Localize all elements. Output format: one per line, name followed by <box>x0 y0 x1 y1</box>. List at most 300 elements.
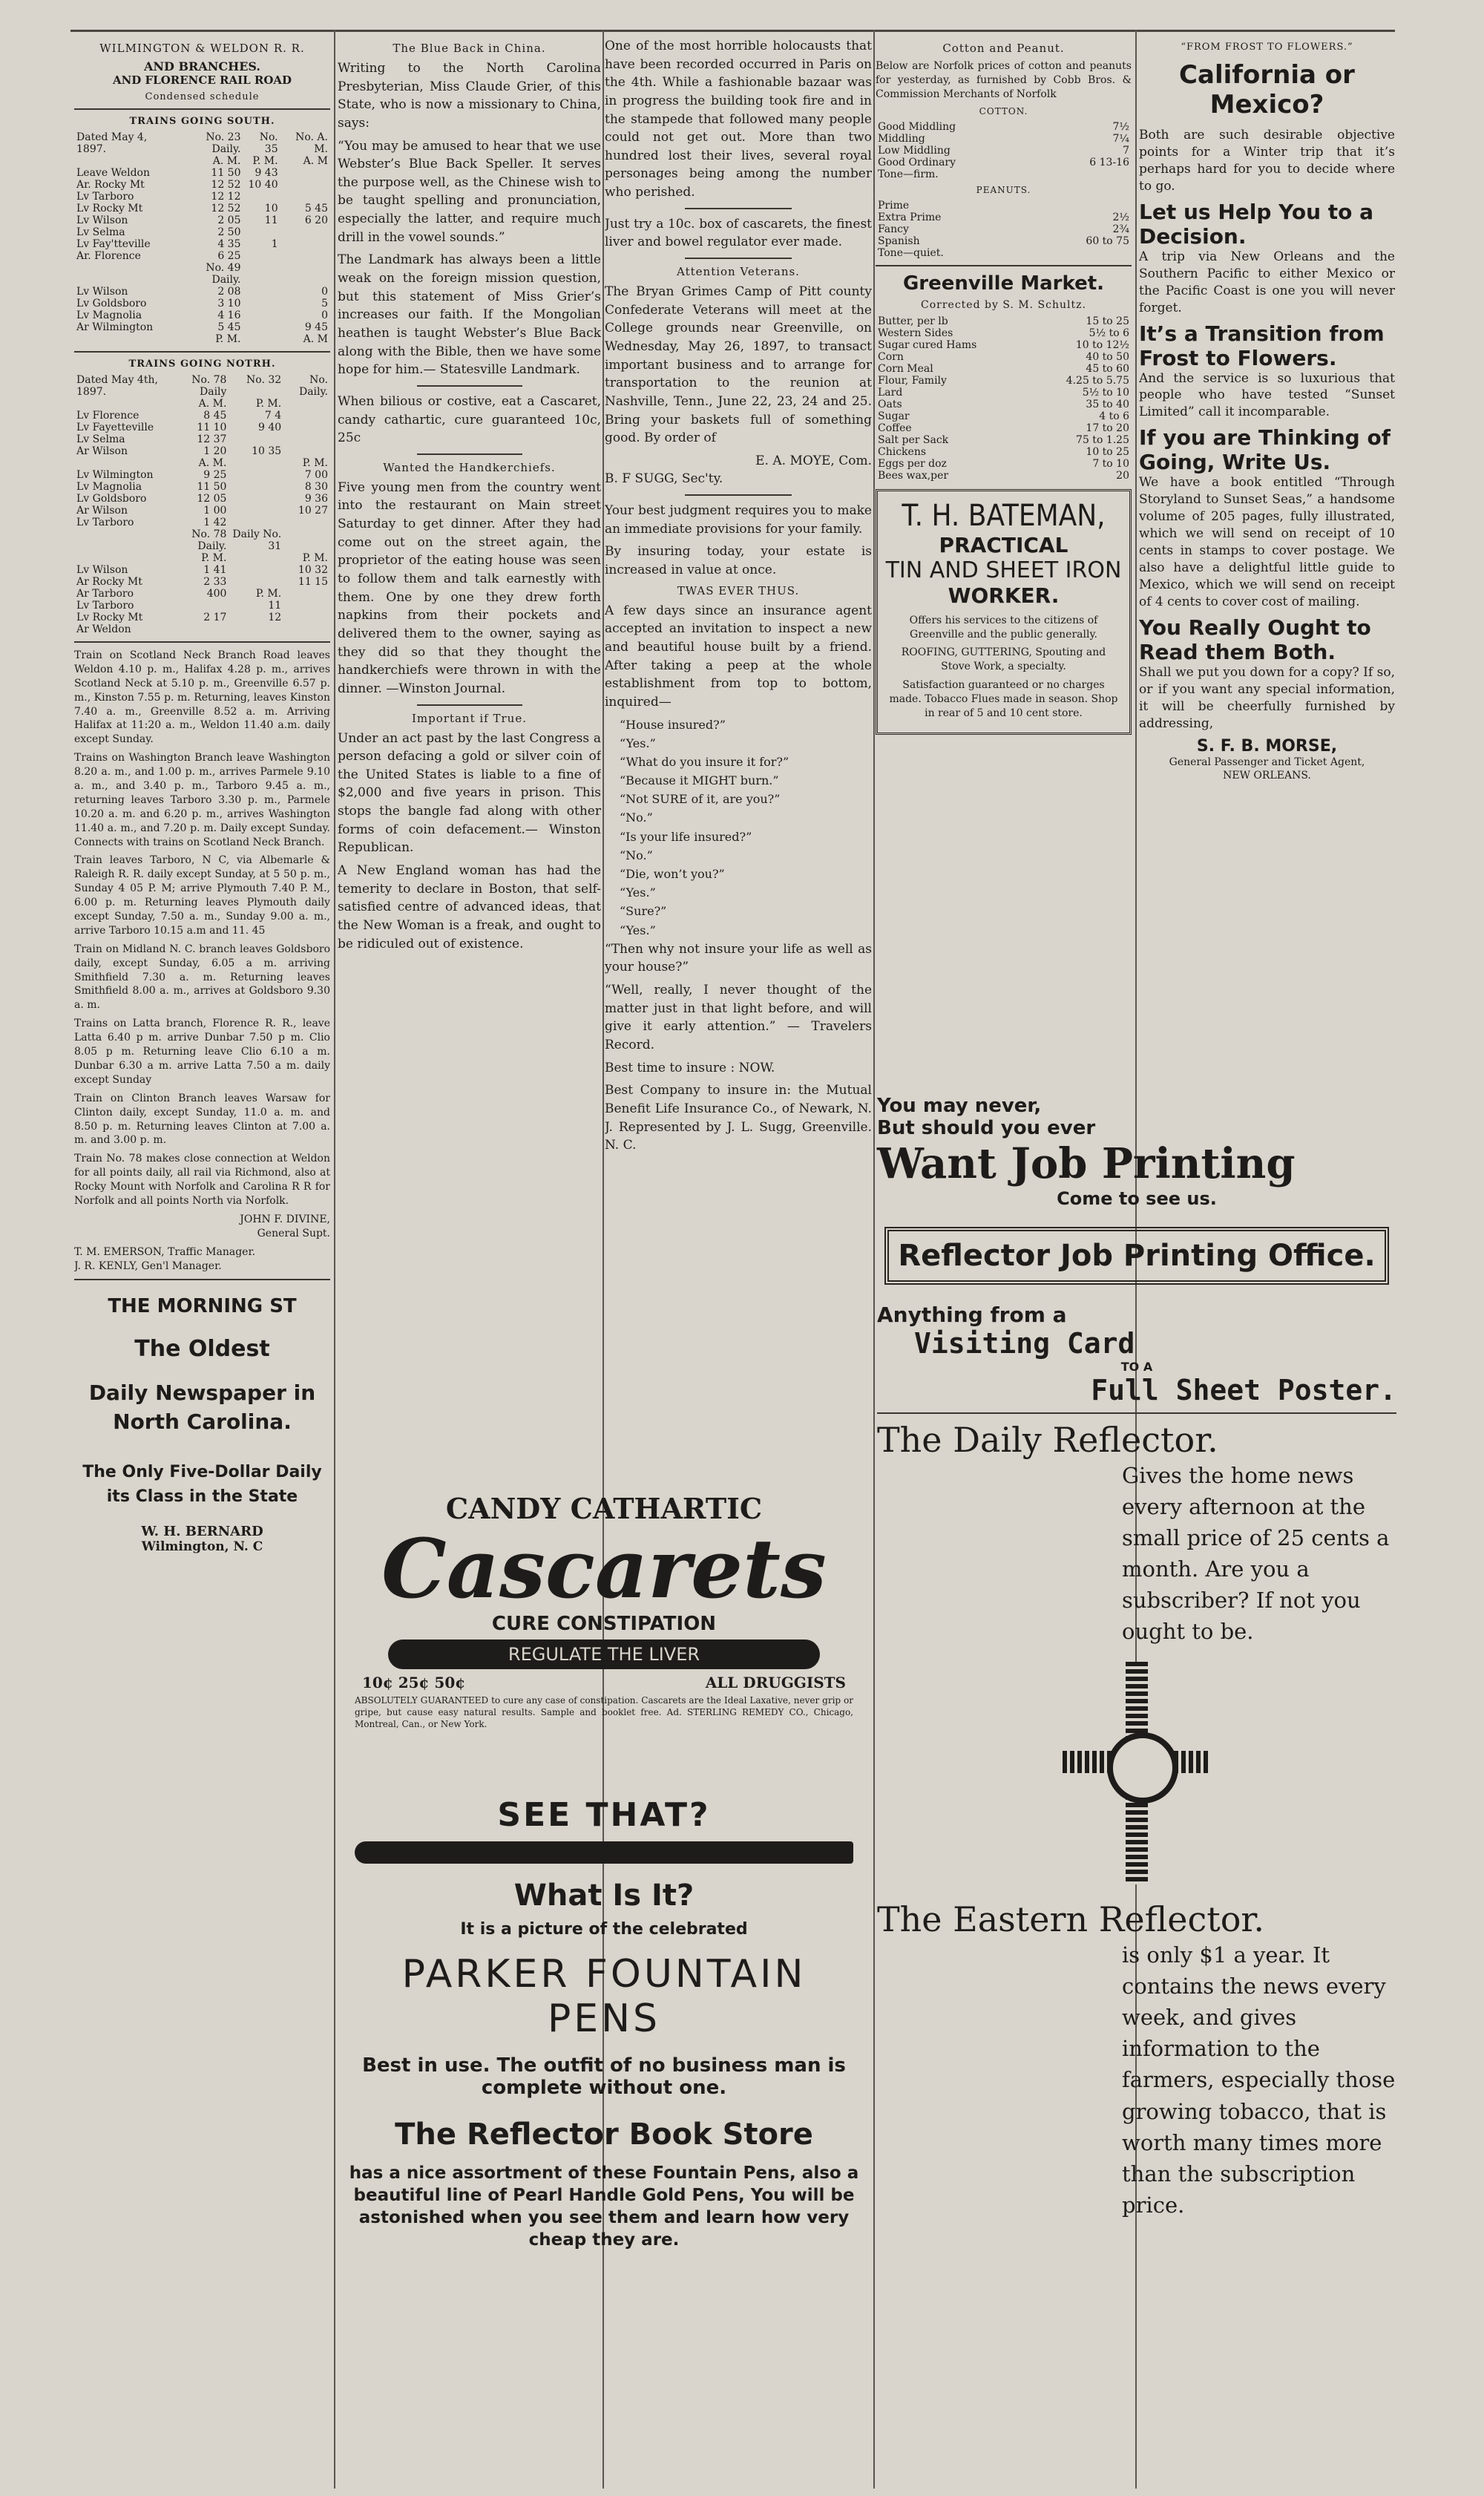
article-text: The Landmark has always been a little weak on the foreign mission question, but this statement of Miss Grier’s increases our faith. If the Mongolian heathen is taught Webster’s Blue Back along with the Bible, then we have some hope for him.— Statesville Landmark. <box>338 252 601 378</box>
cascarets-cure: CURE CONSTIPATION <box>491 1613 717 1635</box>
north-row-cell: 12 37 <box>197 433 227 445</box>
south-row-cell: Ar Wilmington <box>76 321 154 333</box>
job-poster: Full Sheet Poster. <box>1091 1374 1396 1406</box>
sp-sig-title: General Passenger and Ticket Agent, <box>1169 756 1365 768</box>
north-row-cell: 9 40 <box>258 422 282 433</box>
dialog-line: “House insured?” <box>620 717 726 732</box>
cotton-row-cell <box>1042 168 1132 180</box>
north-row-cell: 1 41 <box>203 564 227 576</box>
north-row-cell <box>283 410 330 422</box>
peanut-row <box>876 212 1132 223</box>
north-row-cell <box>229 481 283 493</box>
article-text: “Well, really, I never thought of the matter just in that light before, and will give it early attention.” — Travelers Record. <box>605 983 872 1052</box>
dialog-line: “What do you insure it for?” <box>620 754 789 769</box>
south-row-cell: 12 12 <box>211 191 241 203</box>
cascaret-blurb: When bilious or costive, eat a Cascaret, candy cathartic, cure guaranteed 10c, 25c <box>338 393 601 446</box>
book-store-text: has a nice assortment of these Fountain Pens, also a beautiful line of Pearl Handle Gold Pens, You will be astonished when you see them and learn how very cheap they are. <box>349 2163 859 2250</box>
column-railroad <box>74 37 330 2481</box>
market-row-cell: 45 to 60 <box>1086 362 1129 375</box>
market-row <box>876 470 1132 482</box>
peanut-row-cell: 2½ <box>1112 211 1129 223</box>
north-row-cell: P. M. <box>302 552 328 564</box>
headline-blue-back: The Blue Back in China. <box>393 42 546 55</box>
north-row-cell: 2 17 <box>203 612 227 623</box>
south-row-cell <box>280 250 330 262</box>
north-row-cell: Ar Wilson <box>76 505 128 517</box>
south-row <box>74 333 330 345</box>
south-row-cell: Ar. Florence <box>76 250 141 262</box>
market-row-cell: 15 to 25 <box>1086 315 1129 327</box>
south-row-cell <box>243 309 280 321</box>
market-row-cell: Sugar <box>878 410 910 422</box>
south-row-cell <box>280 179 330 191</box>
bateman-tin: TIN AND SHEET IRON <box>885 557 1122 583</box>
south-row-cell: Lv Wilson <box>76 286 128 298</box>
dialog-line: “Sure?” <box>620 904 667 919</box>
cotton-row-cell: 6 13-16 <box>1089 156 1129 168</box>
north-row-cell: 8 45 <box>203 410 227 422</box>
north-row-cell: 11 15 <box>298 576 328 588</box>
job-visiting: Visiting Card <box>914 1327 1135 1360</box>
dialog-line: “Because it MIGHT burn.” <box>620 773 779 788</box>
rr-note: Train on Midland N. C. branch leaves Goldsboro daily, except Sunday, 6.05 a m. arriving Smithfield 7.30 a. m. Returning leaves Smithfield 8.00 a. m., arrives at Goldsboro 9.30 a. m. <box>74 943 330 1012</box>
peanut-table <box>876 200 1132 259</box>
north-row <box>74 623 330 635</box>
market-row-cell: Western Sides <box>878 327 953 339</box>
article-text: A New England woman has had the temerity to declare in Boston, that self-satisfied centre of advanced ideas, that the New Woman is a freak, and ought to be ridiculed out of existence. <box>338 862 601 951</box>
north-row-cell <box>229 457 283 469</box>
market-row <box>876 351 1132 363</box>
market-row-cell: Butter, per lb <box>878 315 948 327</box>
north-row <box>74 517 330 528</box>
article-paris: One of the most horrible holocausts that have been recorded occurred in Paris on the 4th. While a fashionable bazaar was in progress the building took fire and in the stampede that followed many people could not get out. More than two hundred lost their lives, several royal personages being among the number who perished. <box>605 39 872 200</box>
column-southern-pacific-ad <box>1139 37 1395 1086</box>
daily-reflector-title: The Daily Reflector. <box>877 1420 1218 1460</box>
north-row <box>74 457 330 469</box>
market-row-cell: 17 to 20 <box>1086 422 1129 434</box>
north-row-cell: 11 50 <box>197 481 227 493</box>
sp-top: “FROM FROST TO FLOWERS.” <box>1181 42 1353 53</box>
job-come: Come to see us. <box>1057 1188 1217 1209</box>
ornament-cross-icon <box>1063 1662 1211 1884</box>
cotton-row-cell: Low Middling <box>878 144 951 157</box>
south-row-cell: 11 50 <box>211 167 241 179</box>
peanut-row-cell: 60 to 75 <box>1086 235 1129 247</box>
peanut-row-cell: Prime <box>878 199 910 212</box>
rr-notes <box>74 649 330 1208</box>
dialog-line: “Is your life insured?” <box>620 829 752 844</box>
market-row-cell: 4.25 to 5.75 <box>1066 374 1129 387</box>
north-row <box>74 410 330 422</box>
job-want: Want Job Printing <box>877 1139 1296 1188</box>
peanut-row-cell: Tone—quiet. <box>878 246 944 259</box>
south-row-cell: 5 <box>321 298 328 309</box>
south-row-cell: A. M. <box>212 155 241 167</box>
north-row <box>74 612 330 623</box>
south-row-cell: 5 45 <box>217 321 241 333</box>
bateman-name: T. H. BATEMAN, <box>902 498 1106 533</box>
north-row-cell <box>74 552 172 564</box>
sp-help: Let us Help You to a Decision. <box>1139 199 1374 249</box>
south-row-cell: 4 16 <box>217 309 241 321</box>
cascarets-druggists: ALL DRUGGISTS <box>705 1674 846 1691</box>
sp-text: Shall we put you down for a copy? If so, or if you want any special information, it will be cheerfully furnished by addressing, <box>1139 664 1395 731</box>
rr-subtitle-2: AND FLORENCE RAIL ROAD <box>112 73 292 87</box>
dialog-line: “Not SURE of it, are you?” <box>620 792 781 807</box>
star-only: The Only Five-Dollar Daily its Class in the State <box>82 1463 322 1507</box>
market-row <box>876 375 1132 387</box>
gm-sub: Corrected by S. M. Schultz. <box>921 298 1086 311</box>
north-row-cell: 10 27 <box>298 505 328 517</box>
north-row-cell <box>229 469 283 481</box>
south-row-cell <box>280 191 330 203</box>
south-row-cell: 0 <box>321 286 328 298</box>
cotton-row <box>876 157 1132 168</box>
north-row-cell <box>283 612 330 623</box>
market-row-cell: 5½ to 6 <box>1089 327 1129 339</box>
job-to: TO A <box>1120 1360 1153 1374</box>
north-row-cell: 12 <box>268 612 282 623</box>
market-row-cell: 5½ to 10 <box>1082 386 1129 399</box>
north-row-cell <box>172 600 229 612</box>
job-office: Reflector Job Printing Office. <box>884 1227 1389 1285</box>
peanut-row <box>876 200 1132 212</box>
sp-text: Both are such desirable objective points for a Winter trip that it’s perhaps hard for you to decide where to go. <box>1139 128 1395 194</box>
headline-veterans: Attention Veterans. <box>677 265 800 279</box>
south-row-cell: 4 35 <box>217 238 241 250</box>
south-row-cell: 0 <box>321 309 328 321</box>
south-row-cell: Lv Fay'tteville <box>76 238 151 250</box>
market-row-cell: 4 to 6 <box>1099 410 1129 422</box>
south-row-cell: 10 <box>264 203 278 214</box>
market-row-cell: Chickens <box>878 445 927 458</box>
north-row-cell: 8 30 <box>304 481 328 493</box>
north-row <box>74 564 330 576</box>
south-row-cell <box>243 250 280 262</box>
north-row-cell <box>172 623 229 635</box>
sp-transition: It’s a Transition from Frost to Flowers. <box>1139 321 1385 370</box>
dialog-line: “Yes.” <box>620 736 656 750</box>
north-row-cell: Lv Florence <box>76 410 139 422</box>
sp-text: A trip via New Orleans and the Southern Pacific to either Mexico or the Pacific Coast is one you will never forget. <box>1139 249 1395 315</box>
dialog-line: “Yes.” <box>620 885 656 900</box>
south-row-cell: 6 20 <box>304 214 328 226</box>
star-nc: North Carolina. <box>113 1409 292 1435</box>
south-row-cell <box>280 262 330 286</box>
north-row-cell: 7 4 <box>264 410 282 422</box>
cotton-row-cell: Tone—firm. <box>878 168 939 180</box>
cotton-row <box>876 168 1132 180</box>
north-row-cell: A. M. <box>198 398 227 410</box>
job-may: You may never, <box>877 1095 1042 1117</box>
market-row <box>876 339 1132 351</box>
south-row-cell: Lv Magnolia <box>76 309 142 321</box>
sig-sugg: B. F SUGG, Sec'ty. <box>605 471 723 487</box>
north-row-cell <box>283 600 330 612</box>
north-row <box>74 600 330 612</box>
north-row-cell: Lv Wilson <box>76 564 128 576</box>
peanut-row-cell <box>1028 247 1132 259</box>
cascarets-guarantee: ABSOLUTELY GUARANTEED to cure any case of constipation. Cascarets are the Ideal Laxative, never grip or gripe, but cause easy natural results. Sample and booklet free. Ad. STERLING REMEDY CO., Chicago, Montreal, Can., or New York. <box>355 1695 853 1730</box>
market-row <box>876 458 1132 470</box>
market-row-cell: Coffee <box>878 422 912 434</box>
south-row-cell: A. M <box>303 333 328 345</box>
south-row <box>74 321 330 333</box>
peanut-row-cell: Fancy <box>878 223 909 235</box>
sig-divine-title: General Supt. <box>257 1227 330 1239</box>
rr-note: Train on Scotland Neck Branch Road leaves Weldon 4.10 p. m., Halifax 4.28 p. m., arrives Scotland Neck at 5.10 p. m., Greenville 6.57 p. m., Kinston 7.55 p. m. Returning, leaves Kinston 7.40 a. m., Greenville 8.52 a. m. Arriving Halifax at 11:20 a. m., Weldon 11.40 a.m. daily except Sunday. <box>74 649 330 746</box>
south-row <box>74 226 330 238</box>
south-row-cell: Lv Rocky Mt <box>76 203 143 214</box>
sp-text: We have a book entitled “Through Storyland to Sunset Seas,” a handsome volume of 205 pages, fully illustrated, which we will send on receipt of 10 cents in stamps to cover postage. We also have a delightful little guide to Mexico, which we will send on receipt of 4 cents to cover cost of mailing. <box>1139 475 1395 609</box>
bateman-practical: PRACTICAL <box>939 532 1068 557</box>
north-row-cell: 10 35 <box>252 445 282 457</box>
north-row <box>74 445 330 457</box>
bateman-text: Offers his services to the citizens of Greenville and the public generally. <box>909 614 1098 641</box>
south-row-cell: Dated May 4, 1897. <box>76 131 148 155</box>
star-location: Wilmington, N. C <box>141 1539 263 1555</box>
south-row <box>74 214 330 226</box>
north-row <box>74 481 330 493</box>
north-row-cell: Ar Rocky Mt <box>76 576 142 588</box>
parker-ad <box>340 1796 868 2252</box>
star-editor: W. H. BERNARD <box>141 1524 263 1540</box>
rr-note: Train No. 78 makes close connection at Weldon for all points daily, all rail via Richmond, also at Rocky Mount with Norfolk and Carolina R R for Norfolk and all points North via Norfolk. <box>74 1153 330 1207</box>
cascarets-ad <box>340 1492 868 1734</box>
south-title: TRAINS GOING SOUTH. <box>129 116 275 127</box>
south-row <box>74 250 330 262</box>
south-row-cell: P. M. <box>215 333 241 345</box>
north-row-cell: Lv Rocky Mt <box>76 612 143 623</box>
south-row-cell: 2 50 <box>217 226 241 238</box>
bateman-text: ROOFING, GUTTERING, Spouting and Stove Work, a specialty. <box>901 646 1106 673</box>
peanut-label: PEANUTS. <box>976 184 1031 195</box>
south-row-cell: Lv Selma <box>76 226 125 238</box>
sig-moye: E. A. MOYE, Com. <box>755 453 872 468</box>
sp-sig: S. F. B. MORSE, <box>1196 736 1338 756</box>
market-row-cell: Oats <box>878 398 902 410</box>
sp-ought: You Really Ought to Read them Both. <box>1139 615 1371 664</box>
market-row <box>876 422 1132 434</box>
north-timetable <box>74 374 330 635</box>
north-row <box>74 422 330 433</box>
south-row-cell <box>243 191 280 203</box>
north-row-cell <box>229 517 283 528</box>
sp-sig-loc: NEW ORLEANS. <box>1223 770 1311 782</box>
north-row-cell: 11 <box>268 600 282 612</box>
north-row-cell <box>283 445 330 457</box>
cascarets-regulate: REGULATE THE LIVER <box>388 1640 820 1669</box>
market-row-cell: 35 to 40 <box>1086 398 1129 410</box>
north-row-cell <box>229 576 283 588</box>
market-row-cell: Bees wax,per <box>878 469 949 482</box>
north-row-cell: 2 33 <box>203 576 227 588</box>
parker-pens: PARKER FOUNTAIN PENS <box>401 1952 807 2041</box>
north-row-cell: Lv Goldsboro <box>76 493 147 505</box>
north-row-cell: No. Daily. <box>298 374 328 398</box>
north-row-cell: P. M. <box>255 398 282 410</box>
bateman-worker: WORKER. <box>948 583 1060 608</box>
south-row <box>74 179 330 191</box>
south-row-cell: 5 45 <box>304 203 328 214</box>
rr-title: WILMINGTON & WELDON R. R. <box>99 42 305 55</box>
north-row-cell: Lv Selma <box>76 433 125 445</box>
south-row-cell: Leave Weldon <box>76 167 150 179</box>
south-row-cell: Lv Tarboro <box>76 191 134 203</box>
south-row <box>74 191 330 203</box>
column-rule <box>873 30 875 2489</box>
south-row <box>74 155 330 167</box>
north-row-cell: Ar Weldon <box>76 623 131 635</box>
cotton-row-cell: 7 <box>1123 144 1129 157</box>
north-row-cell: 1 20 <box>203 445 227 457</box>
north-row-cell: No. 78 Daily <box>191 374 227 398</box>
south-row <box>74 131 330 155</box>
south-row-cell: 12 52 <box>211 203 241 214</box>
cotton-row-cell: Middling <box>878 132 925 145</box>
north-row-cell: Dated May 4th, 1897. <box>76 374 158 398</box>
market-row-cell: 20 <box>1116 469 1129 482</box>
dialog-line: “No.” <box>620 810 653 825</box>
sig-emerson: T. M. EMERSON, Traffic Manager. <box>74 1245 256 1258</box>
north-row <box>74 528 330 552</box>
north-row-cell: P. M. <box>302 457 328 469</box>
article-text: “Then why not insure your life as well as your house?” <box>605 941 872 975</box>
north-row-cell: Lv Tarboro <box>76 600 134 612</box>
greenville-market-table <box>876 315 1132 482</box>
south-row <box>74 167 330 179</box>
cotton-table <box>876 121 1132 180</box>
peanut-row-cell: Spanish <box>878 235 920 247</box>
north-row-cell <box>283 588 330 600</box>
market-row-cell: Flour, Family <box>878 374 947 387</box>
headline-twas: TWAS EVER THUS. <box>677 583 800 597</box>
star-oldest: The Oldest <box>134 1336 270 1363</box>
north-row-cell <box>229 493 283 505</box>
north-row-cell: 9 36 <box>304 493 328 505</box>
north-row-cell: Lv Tarboro <box>76 517 134 528</box>
north-row-cell: Ar Tarboro <box>76 588 134 600</box>
north-row-cell <box>283 422 330 433</box>
north-row-cell: Ar Wilson <box>76 445 128 457</box>
market-row-cell: 40 to 50 <box>1086 350 1129 363</box>
north-row-cell: 7 00 <box>304 469 328 481</box>
north-row-cell: 1 00 <box>203 505 227 517</box>
article-text: Your best judgment requires you to make an immediate provisions for your family. <box>605 503 872 537</box>
south-row-cell <box>280 167 330 179</box>
market-row-cell: 10 to 25 <box>1086 445 1129 458</box>
headline-important: Important if True. <box>412 711 527 725</box>
south-row-cell: 11 <box>264 214 278 226</box>
cotton-title: Cotton and Peanut. <box>942 42 1065 55</box>
south-row <box>74 238 330 250</box>
what-is-it: What Is It? <box>513 1878 695 1913</box>
cotton-intro: Below are Norfolk prices of cotton and peanuts for yesterday, as furnished by Cobb Bros. & Commission Merchants of Norfolk <box>876 60 1132 100</box>
south-row-cell: Ar. Rocky Mt <box>76 179 145 191</box>
south-row <box>74 286 330 298</box>
south-row-cell <box>243 286 280 298</box>
north-row-cell: 9 25 <box>203 469 227 481</box>
north-row-cell <box>283 433 330 445</box>
peanut-row <box>876 223 1132 235</box>
north-row-cell <box>229 623 283 635</box>
north-row <box>74 588 330 600</box>
north-row-cell: No. 78 Daily. <box>191 528 227 552</box>
rr-subtitle-3: Condensed schedule <box>145 91 260 102</box>
market-row-cell: 75 to 1.25 <box>1076 433 1129 446</box>
market-row <box>876 446 1132 458</box>
market-row <box>876 399 1132 410</box>
cotton-label: COTTON. <box>979 105 1028 117</box>
peanut-row-cell: Extra Prime <box>878 211 942 223</box>
north-row-cell <box>283 398 330 410</box>
north-row-cell <box>283 528 330 552</box>
south-row-cell <box>74 333 177 345</box>
article-text: By insuring today, your estate is increased in value at once. <box>605 544 872 578</box>
fountain-pen-icon <box>355 1841 853 1864</box>
article-text: Best Company to insure in: the Mutual Benefit Life Insurance Co., of Newark, N. J. Represented by J. L. Sugg, Greenville. N. C. <box>605 1083 872 1153</box>
north-row-cell: P. M. <box>255 588 282 600</box>
sp-california: California or Mexico? <box>1179 60 1355 119</box>
south-row-cell: Lv Goldsboro <box>76 298 147 309</box>
north-row-cell: 12 05 <box>197 493 227 505</box>
north-row-cell <box>283 517 330 528</box>
cascaret-blurb-2: Just try a 10c. box of cascarets, the finest liver and bowel regulator ever made. <box>605 216 872 250</box>
sp-text: And the service is so luxurious that people who have tested “Sunset Limited” call it incomparable. <box>1139 370 1395 420</box>
picture-of: It is a picture of the celebrated <box>460 1920 748 1939</box>
north-row-cell <box>229 552 283 564</box>
sp-thinking: If you are Thinking of Going, Write Us. <box>1139 425 1391 475</box>
south-row <box>74 298 330 309</box>
north-row <box>74 398 330 410</box>
article-text: “You may be amused to hear that we use Webster’s Blue Back Speller. It serves the purpose well, as the Chinese wish to be taught spelling and pronunciation, especially the latter, and require much drill in the vowel sounds.” <box>338 138 601 245</box>
see-that: SEE THAT? <box>497 1796 711 1834</box>
insurance-dialog <box>605 716 872 939</box>
cascarets-top: CANDY CATHARTIC <box>445 1492 763 1525</box>
article-text: Writing to the North Carolina Presbyterian, Miss Claude Grier, of this State, who is now a missionary to China, says: <box>338 61 601 131</box>
market-row-cell: Salt per Sack <box>878 433 949 446</box>
south-row-cell: 9 43 <box>255 167 278 179</box>
column-rule <box>334 30 335 2489</box>
south-row-cell: A. M <box>303 155 328 167</box>
rr-note: Trains on Washington Branch leave Washington 8.20 a. m., and 1.00 p. m., arrives Parmele 9.10 a. m., and 3.40 p. m., Tarboro 9.45 a. m., returning leaves Tarboro 3.30 p. m., Parmele 10.20 a. m. and 6.20 p. m., arrives Washington 11.40 a. m., and 7.20 p. m. Daily except Sunday. Connects with trains on Scotland Neck Branch. <box>74 752 330 848</box>
south-row-cell: No. 35 <box>259 131 278 155</box>
rr-note: Train leaves Tarboro, N C, via Albemarle & Raleigh R. R. daily except Sunday, at 5 50 p. m., Sunday 4 05 P. M; arrive Plymouth 7.40 P. M., 6.00 p. m. Returning leaves Plymouth daily except Sunday, 7.50 a. m., Sunday 9.00 a. m., arrive Tarboro 10.15 a.m and 11. 45 <box>74 854 330 937</box>
gm-title: Greenville Market. <box>902 272 1105 295</box>
star-title: THE MORNING ST <box>108 1295 297 1318</box>
cascarets-price: 10¢ 25¢ 50¢ <box>362 1674 466 1691</box>
market-row-cell: Eggs per doz <box>878 457 947 470</box>
bateman-text: Satisfaction guaranteed or no charges made. Tobacco Flues made in season. Shop in rear of 5 and 10 cent store. <box>889 679 1118 720</box>
north-row <box>74 505 330 517</box>
cotton-row <box>876 145 1132 157</box>
north-row <box>74 493 330 505</box>
south-row-cell: 2 08 <box>217 286 241 298</box>
south-row-cell <box>243 321 280 333</box>
cotton-row-cell: Good Ordinary <box>878 156 956 168</box>
market-row <box>876 327 1132 339</box>
south-timetable <box>74 131 330 345</box>
south-row <box>74 203 330 214</box>
market-row <box>876 315 1132 327</box>
market-row-cell: Sugar cured Hams <box>878 338 977 351</box>
north-row-cell: 400 <box>206 588 227 600</box>
north-row-cell: Daily No. 31 <box>232 528 282 552</box>
job-any: Anything from a <box>877 1303 1067 1327</box>
market-row <box>876 363 1132 375</box>
south-row-cell: No. 49 Daily. <box>206 262 241 286</box>
article-text: Best time to insure : NOW. <box>605 1060 775 1075</box>
